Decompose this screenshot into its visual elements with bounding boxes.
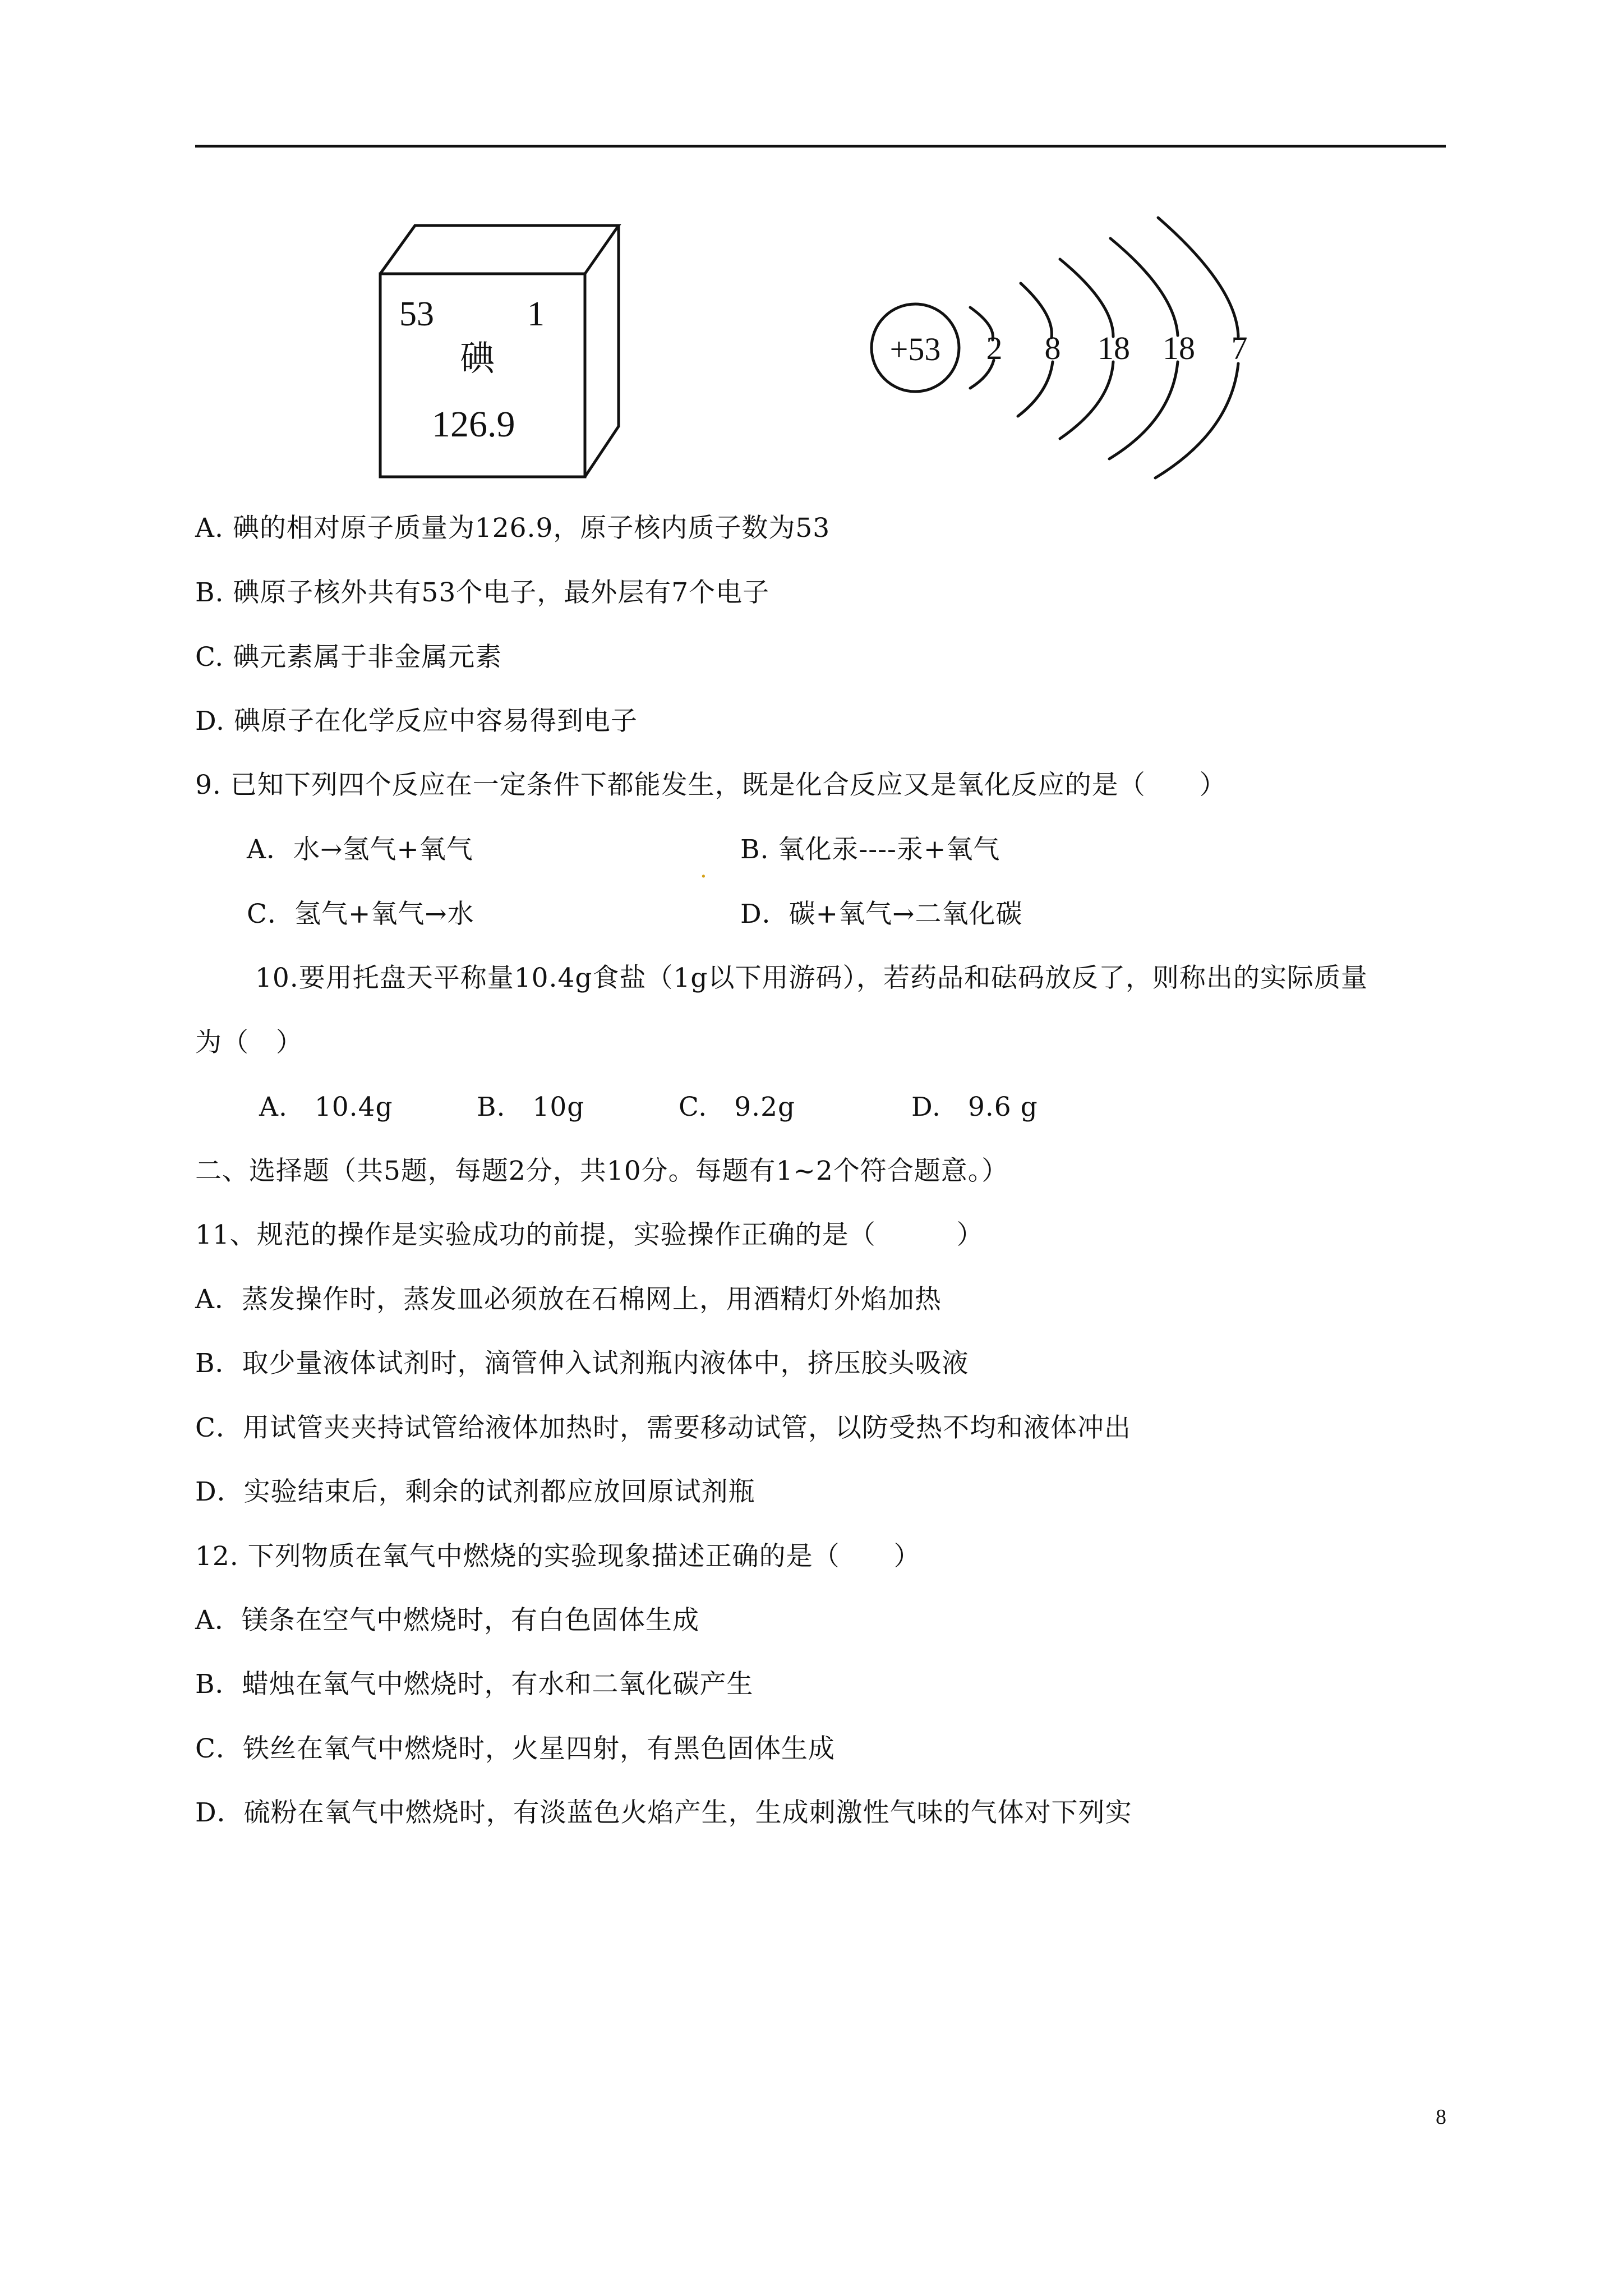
tile-atomic-mass: 126.9 bbox=[432, 404, 515, 445]
q9-option-c: C．氢气+氧气→水 bbox=[247, 899, 474, 930]
q12-option-c: C．铁丝在氧气中燃烧时，火星四射，有黑色固体生成 bbox=[195, 1733, 835, 1764]
q12-option-b: B．蜡烛在氧气中燃烧时，有水和二氧化碳产生 bbox=[195, 1669, 754, 1700]
q10-option-c: C. 9.2g bbox=[679, 1092, 796, 1122]
shell-arc-3 bbox=[1060, 259, 1113, 337]
header-rule bbox=[195, 145, 1446, 148]
shell-arc-4b bbox=[1109, 362, 1178, 459]
tile-top-right: 1 bbox=[527, 295, 545, 333]
page-number: 8 bbox=[1436, 2105, 1446, 2129]
shell-arc-4 bbox=[1110, 238, 1178, 335]
shell-count-2: 8 bbox=[1044, 330, 1061, 366]
q10-option-d: D. 9.6 g bbox=[911, 1092, 1038, 1122]
shell-count-3: 18 bbox=[1098, 330, 1130, 366]
q10-stem-line2: 为（ ） bbox=[195, 1027, 303, 1058]
q10-option-a: A. 10.4g bbox=[259, 1092, 393, 1122]
q9-option-a: A．水→氢气+氧气 bbox=[247, 834, 473, 865]
q9-option-d: D．碳+氧气→二氧化碳 bbox=[740, 899, 1023, 930]
q8-option-c: C. 碘元素属于非金属元素 bbox=[195, 642, 502, 673]
nucleus-charge: +53 bbox=[889, 331, 941, 367]
section-2-heading: 二、选择题（共5题，每题2分，共10分。每题有1~2个符合题意。） bbox=[195, 1156, 1009, 1186]
shell-arc-2b bbox=[1018, 362, 1053, 416]
q11-option-d: D．实验结束后，剩余的试剂都应放回原试剂瓶 bbox=[195, 1476, 755, 1507]
q12-stem: 12. 下列物质在氧气中燃烧的实验现象描述正确的是（ ） bbox=[195, 1541, 921, 1572]
shell-count-5: 7 bbox=[1231, 330, 1248, 366]
q8-option-d: D. 碘原子在化学反应中容易得到电子 bbox=[195, 706, 638, 737]
atom-diagram bbox=[872, 218, 1248, 478]
q10-option-b: B. 10g bbox=[477, 1092, 585, 1122]
tile-element-name: 碘 bbox=[460, 338, 495, 379]
stray-dot: . bbox=[700, 857, 707, 883]
shell-arc-5b bbox=[1155, 364, 1238, 478]
q9-stem: 9. 已知下列四个反应在一定条件下都能发生，既是化合反应又是氧化反应的是（ ） bbox=[195, 770, 1227, 800]
q8-option-a: A. 碘的相对原子质量为126.9，原子核内质子数为53 bbox=[195, 513, 831, 544]
q11-option-b: B．取少量液体试剂时，滴管伸入试剂瓶内液体中，挤压胶头吸液 bbox=[195, 1348, 969, 1379]
shell-count-4: 18 bbox=[1163, 330, 1195, 366]
q12-option-a: A．镁条在空气中燃烧时，有白色固体生成 bbox=[195, 1605, 699, 1636]
q11-option-a: A．蒸发操作时，蒸发皿必须放在石棉网上，用酒精灯外焰加热 bbox=[195, 1284, 942, 1315]
shell-arc-3b bbox=[1060, 362, 1113, 439]
tile-atomic-number: 53 bbox=[399, 295, 434, 333]
q11-option-c: C．用试管夹夹持试管给液体加热时，需要移动试管，以防受热不均和液体冲出 bbox=[195, 1412, 1131, 1443]
q10-stem-line1: 10.要用托盘天平称量10.4g食盐（1g以下用游码），若药品和砝码放反了，则称出的实际质量 bbox=[255, 963, 1368, 993]
q11-stem: 11、规范的操作是实验成功的前提，实验操作正确的是（ ） bbox=[195, 1220, 984, 1250]
q9-option-b: B. 氧化汞----汞+氧气 bbox=[740, 834, 1000, 865]
shell-arc-5 bbox=[1158, 218, 1238, 337]
q8-option-b: B. 碘原子核外共有53个电子，最外层有7个电子 bbox=[195, 577, 770, 608]
iodine-figure bbox=[359, 208, 1267, 488]
shell-count-1: 2 bbox=[986, 330, 1003, 366]
q12-option-d: D．硫粉在氧气中燃烧时，有淡蓝色火焰产生，生成刺激性气味的气体对下列实 bbox=[195, 1797, 1132, 1828]
